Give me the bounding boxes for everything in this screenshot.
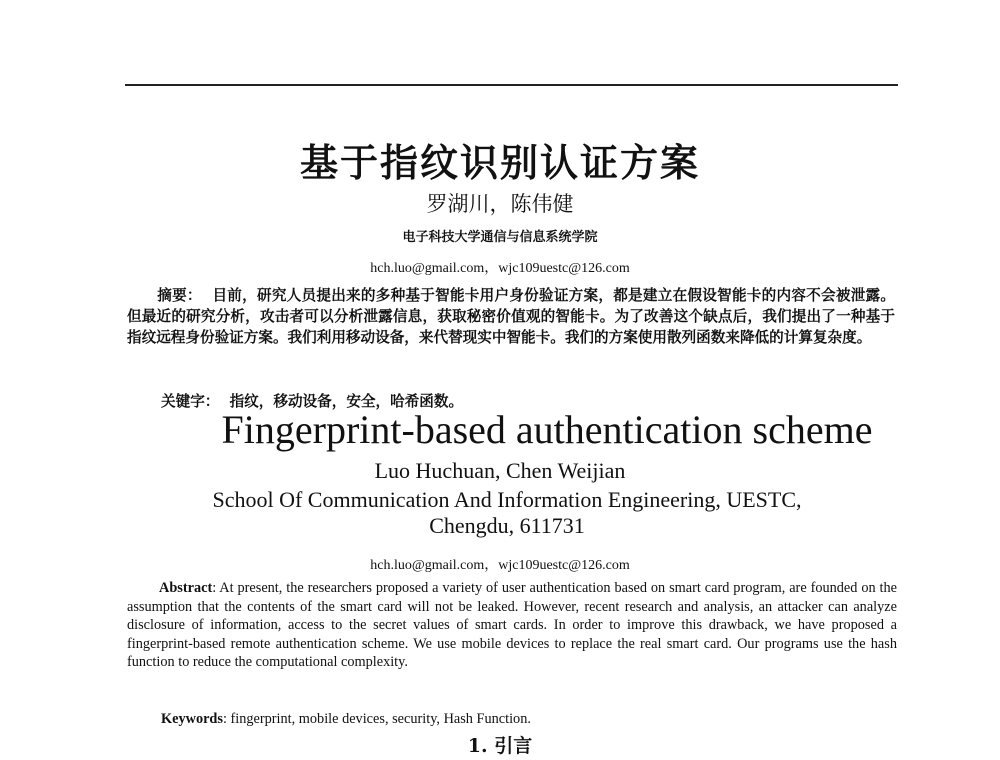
authors-chinese: 罗湖川，陈伟健 (426, 192, 574, 216)
abstract-label-chinese: 摘要： (157, 287, 202, 304)
emails-chinese: hch.luo@gmail.com，wjc109uestc@126.com (370, 261, 630, 276)
keywords-text-english: : fingerprint, mobile devices, security, Hash Function. (222, 711, 531, 727)
abstract-label-english: Abstract (159, 580, 213, 596)
keywords-label-english: Keywords (161, 711, 223, 727)
abstract-text-english: : At present, the researchers proposed a variety of user authentication based on smart card program, are founded on the assumption that the contents of the smart card will not be leaked. However, recent research and analysis, an attacker can analyze disclosure of information, access to the secret values of smart cards. In order to improve this drawback, we have proposed a fingerprint-based remote authentication scheme. We use mobile devices to replace the real smart card. Our programs use the hash function to reduce the computational complexity. (127, 580, 897, 670)
header-rule (125, 84, 898, 86)
keywords-label-chinese: 关键字： (161, 393, 220, 410)
paper-title-chinese: 基于指纹识别认证方案 (299, 140, 700, 185)
section-heading-introduction: 1. 引言 (467, 735, 533, 757)
affiliation-english: School Of Communication And Information Engineering, UESTC, Chengdu, 611731 (212, 487, 802, 538)
authors-english: Luo Huchuan, Chen Weijian (374, 458, 626, 483)
emails-english: hch.luo@gmail.com，wjc109uestc@126.com (370, 558, 630, 573)
abstract-english (127, 579, 897, 672)
abstract-text-chinese: 目前，研究人员提出来的多种基于智能卡用户身份验证方案，都是建立在假设智能卡的内容不会被泄露。但最近的研究分析，攻击者可以分析泄露信息，获取秘密价值观的智能卡。为了改善这个缺点后，我们提出了一种基于指纹远程身份验证方案。我们利用移动设备，来代替现实中智能卡。我们的方案使用散列函数来降低的计算复杂度。 (127, 287, 895, 346)
paper-title-english: Fingerprint-based authentication scheme (221, 407, 873, 452)
keywords-english (161, 711, 531, 728)
keywords-text-chinese: 指纹，移动设备，安全，哈希函数。 (229, 393, 464, 410)
abstract-chinese (127, 285, 895, 348)
affiliation-chinese: 电子科技大学通信与信息系统学院 (402, 230, 598, 245)
